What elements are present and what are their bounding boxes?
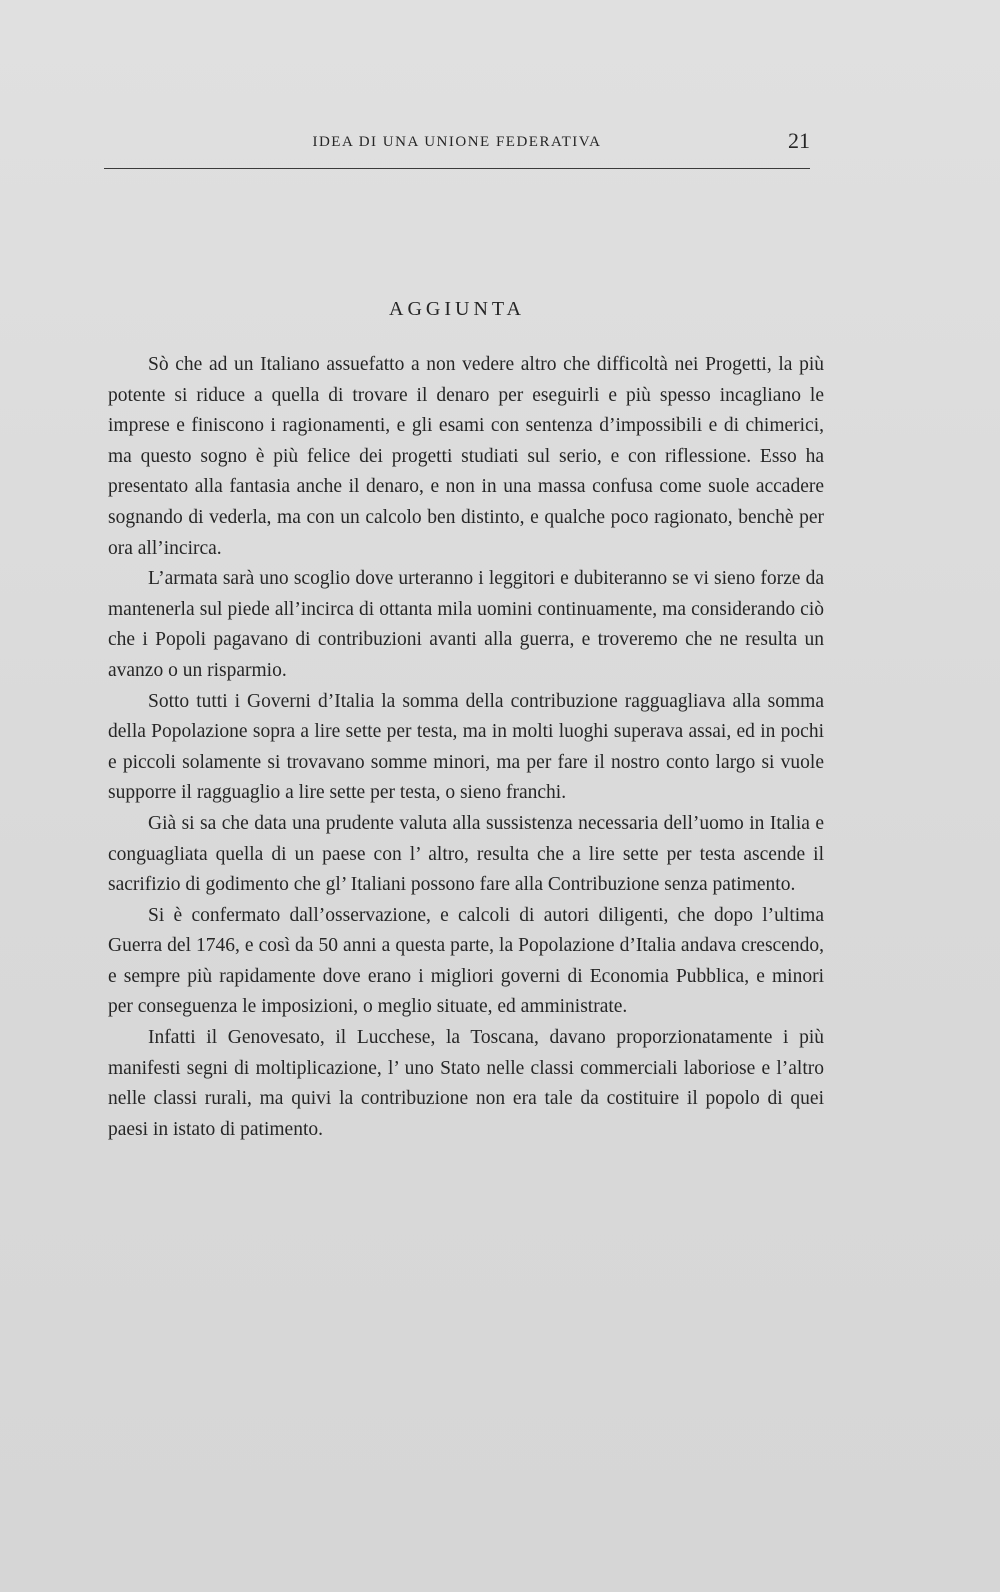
paragraph: Già si sa che data una prudente valuta alla sussistenza necessaria dell’uomo in Italia e conguagliata quella di un paese con l’ altro, resulta che a lire sette per testa ascende il sacrifizio di godimento che gl’ Italiani possono fare alla Contribuzione senza patimento. <box>108 812 824 896</box>
paragraph: Sotto tutti i Governi d’Italia la somma della contribuzione ragguagliava alla somma della Popolazione sopra a lire sette per testa, ma in molti luoghi superava assai, ed in pochi e piccoli solamente si trovavano somme minori, ma per fare il nostro conto largo si vuole supporre il ragguaglio a lire sette per testa, o sieno franchi. <box>108 690 824 804</box>
paragraph: Sò che ad un Italiano assuefatto a non vedere altro che difficoltà nei Progetti, la più potente si riduce a quella di trovare il denaro per eseguirli e più spesso incagliano le imprese e finiscono i ragionamenti, e gli esami con sentenza d’impossibili e di chimerici, ma questo sogno è più felice dei progetti studiati sul serio, e con riflessione. Esso ha presentato alla fantasia anche il denaro, e non in una massa confusa come suole accadere sognando di vederla, ma con un calcolo ben distinto, e qualche poco ragionato, benchè per ora all’incirca. <box>108 354 824 559</box>
page-number: 21 <box>788 128 810 153</box>
paragraph: Si è confermato dall’osservazione, e calcoli di autori diligenti, che dopo l’ultima Guerra del 1746, e così da 50 anni a questa parte, la Popolazione d’Italia andava crescendo, e sempre più rapidamente dove erano i migliori governi di Economia Pubblica, e minori per conseguenza le imposizioni, o meglio situate, ed amministrate. <box>108 904 824 1018</box>
running-head <box>104 128 810 160</box>
body-text <box>108 350 824 1145</box>
section-title: AGGIUNTA <box>389 298 525 320</box>
header-rule <box>104 168 810 169</box>
paragraph: Infatti il Genovesato, il Lucchese, la Toscana, davano proporzionatamente i più manifesti segni di moltiplicazione, l’ uno Stato nelle classi commerciali laboriose e l’altro nelle classi rurali, ma quivi la contribuzione non era tale da costituire il popolo di quei paesi in istato di patimento. <box>108 1027 824 1140</box>
paragraph: L’armata sarà uno scoglio dove urteranno i leggitori e dubiteranno se vi sieno forze da mantenerla sul piede all’incirca di ottanta mila uomini continuamente, ma considerando ciò che i Popoli pagavano di contribuzioni avanti alla guerra, e troveremo che ne resulta un avanzo o un risparmio. <box>108 568 824 681</box>
running-title: IDEA DI UNA UNIONE FEDERATIVA <box>312 134 602 150</box>
